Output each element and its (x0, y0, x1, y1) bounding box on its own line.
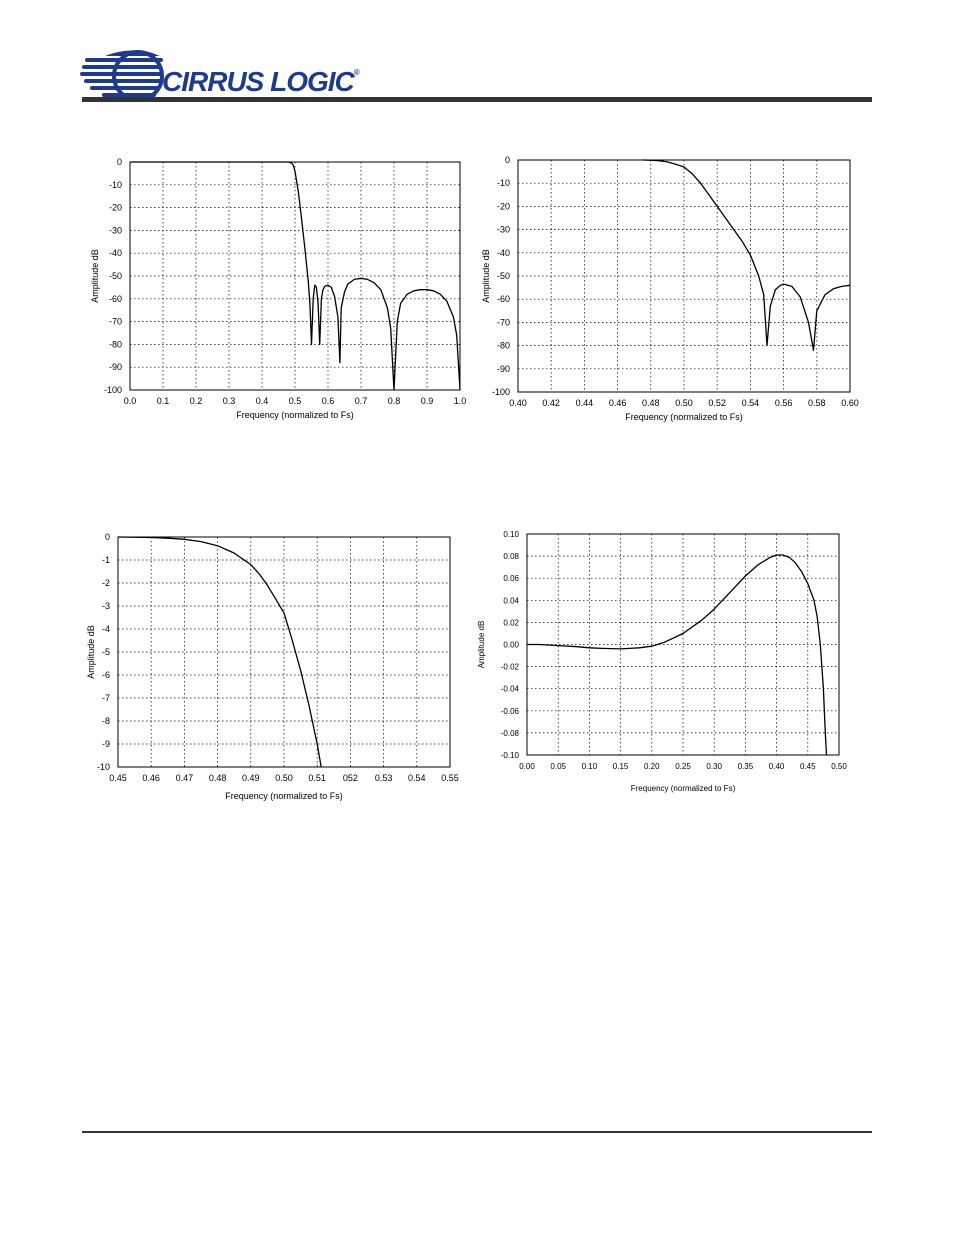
y-tick-label: -80 (108, 339, 122, 350)
x-tick-label: 0.53 (374, 773, 393, 783)
x-tick-label: 0.48 (208, 773, 227, 783)
x-tick-label: 0.60 (841, 398, 859, 408)
x-tick-label: 0.50 (275, 773, 293, 783)
x-tick-label: 0.7 (354, 396, 368, 406)
y-tick-label: -70 (496, 317, 510, 328)
x-tick-label: 0.40 (509, 398, 527, 408)
y-axis-label: Amplitude dB (481, 249, 491, 303)
x-tick-label: 0.58 (808, 398, 826, 408)
x-tick-label: 0.00 (519, 762, 535, 771)
y-tick-label: -40 (108, 248, 122, 259)
x-tick-label: 0.46 (608, 398, 627, 408)
y-tick-label: -9 (101, 739, 110, 749)
y-tick-label: 0.10 (503, 530, 519, 539)
y-tick-label: 0.00 (503, 640, 519, 650)
x-tick-label: 0.0 (123, 396, 137, 406)
y-tick-label: 0.02 (503, 618, 519, 628)
x-tick-label: 0.10 (581, 762, 598, 771)
y-tick-label: -2 (101, 578, 110, 588)
x-tick-label: 0.54 (408, 773, 426, 783)
y-tick-label: -20 (496, 201, 510, 212)
x-tick-label: 0.9 (420, 396, 434, 406)
x-tick-label: 0.56 (774, 398, 793, 408)
x-axis-label: Frequency (normalized to Fs) (625, 412, 743, 422)
x-tick-label: 0.52 (708, 398, 726, 408)
y-tick-label: -7 (101, 693, 110, 703)
x-tick-label: 0.35 (737, 762, 754, 771)
y-tick-label: 0 (504, 155, 510, 165)
y-tick-label: -30 (496, 224, 510, 235)
chart-passband-edge (80, 525, 480, 815)
y-tick-label: -10 (96, 762, 110, 772)
y-tick-label: -90 (108, 362, 122, 373)
x-axis-label: Frequency (normalized to Fs) (630, 784, 736, 793)
x-tick-label: 0.51 (308, 773, 326, 783)
y-tick-label: -5 (101, 647, 110, 657)
footer-rule (82, 1131, 872, 1133)
x-tick-label: 052 (342, 773, 358, 783)
x-tick-label: 1.0 (453, 396, 467, 406)
y-tick-label: -0.04 (500, 684, 519, 694)
y-tick-label: -6 (101, 670, 110, 680)
x-tick-label: 0.20 (644, 762, 660, 771)
y-tick-label: -50 (108, 271, 122, 281)
y-tick-label: -10 (108, 179, 122, 190)
y-tick-label: 0 (104, 532, 110, 542)
y-tick-label: -8 (101, 716, 110, 726)
y-tick-label: -60 (108, 293, 122, 304)
series-line (527, 555, 827, 755)
y-tick-label: -70 (108, 316, 122, 327)
x-tick-label: 0.50 (831, 762, 847, 771)
x-tick-label: 0.6 (321, 396, 335, 406)
x-tick-label: 0.44 (575, 398, 594, 408)
page-header (0, 0, 954, 110)
x-tick-label: 0.4 (255, 396, 269, 406)
y-tick-label: -20 (108, 202, 122, 213)
x-tick-label: 0.47 (175, 773, 194, 783)
y-tick-label: 0 (116, 157, 122, 167)
x-tick-label: 0.48 (642, 398, 660, 408)
y-tick-label: -100 (491, 387, 510, 397)
y-tick-label: -60 (496, 294, 510, 305)
y-tick-label: -0.02 (500, 662, 519, 672)
x-tick-label: 0.49 (242, 773, 260, 783)
plot-frame (118, 537, 450, 767)
y-tick-label: -4 (101, 624, 110, 634)
chart-passband-ripple (470, 525, 870, 805)
x-tick-label: 0.15 (612, 762, 629, 771)
x-axis-label: Frequency (normalized to Fs) (236, 410, 354, 420)
y-axis-label: Amplitude dB (86, 625, 96, 679)
x-tick-label: 0.2 (189, 396, 203, 406)
x-tick-label: 0.45 (109, 773, 127, 783)
y-tick-label: -0.10 (500, 751, 519, 760)
x-tick-label: 0.42 (542, 398, 560, 408)
y-tick-label: -0.06 (500, 706, 519, 716)
x-axis-label: Frequency (normalized to Fs) (225, 791, 343, 801)
x-tick-label: 0.40 (768, 762, 785, 771)
y-tick-label: 0.04 (503, 596, 519, 606)
y-tick-label: -10 (496, 178, 510, 189)
series-line (643, 160, 851, 350)
y-tick-label: -90 (496, 363, 510, 374)
y-tick-label: -1 (101, 555, 110, 565)
x-tick-label: 0.45 (800, 762, 816, 771)
x-tick-label: 0.54 (741, 398, 760, 408)
x-tick-label: 0.55 (441, 773, 459, 783)
y-tick-label: -30 (108, 225, 122, 236)
x-tick-label: 0.25 (675, 762, 691, 771)
brand-logo-text: CIRRUS LOGIC® (162, 66, 359, 97)
y-tick-label: -80 (496, 340, 510, 351)
x-tick-label: 0.5 (288, 396, 302, 406)
x-tick-label: 0.50 (675, 398, 693, 408)
x-tick-label: 0.8 (387, 396, 401, 406)
y-tick-label: -3 (101, 601, 110, 611)
y-axis-label: Amplitude dB (477, 620, 486, 669)
y-tick-label: -100 (103, 385, 122, 395)
x-tick-label: 0.30 (706, 762, 722, 771)
y-tick-label: 0.06 (503, 574, 519, 584)
x-tick-label: 0.46 (142, 773, 160, 783)
y-axis-label: Amplitude dB (90, 249, 100, 303)
y-tick-label: 0.08 (503, 552, 519, 562)
chart-transition-band (475, 150, 875, 430)
x-tick-label: 0.05 (550, 762, 566, 771)
x-tick-label: 0.1 (156, 396, 170, 406)
chart-full-stopband (80, 150, 480, 430)
header-rule (82, 97, 872, 102)
y-tick-label: -40 (496, 247, 510, 258)
y-tick-label: -50 (496, 271, 510, 281)
x-tick-label: 0.3 (222, 396, 236, 406)
y-tick-label: -0.08 (500, 728, 519, 738)
